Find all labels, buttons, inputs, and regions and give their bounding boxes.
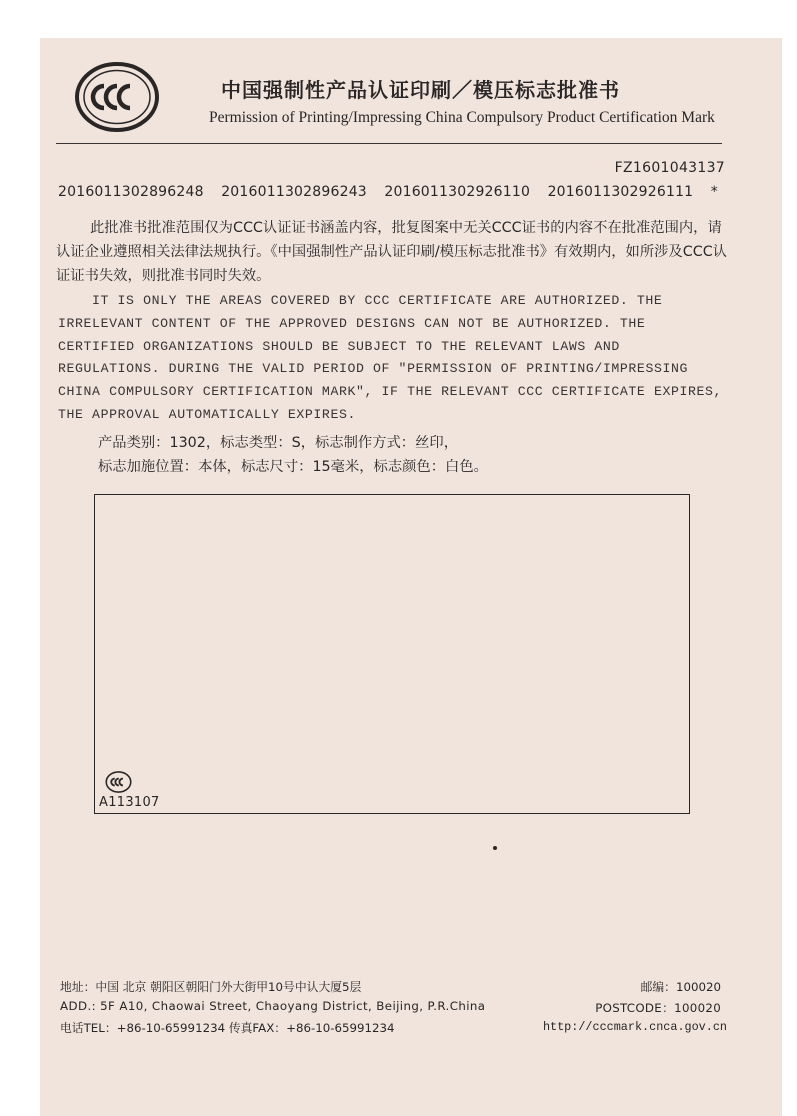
title-english: Permission of Printing/Impressing China Compulsory Product Certification Mark [209, 109, 715, 126]
approved-design-box [94, 494, 690, 814]
certificate-number: 2016011302926110 [384, 184, 531, 200]
mark-code: A113107 [99, 795, 160, 810]
ccc-logo [75, 62, 159, 132]
footer-website: http://cccmark.cnca.gov.cn [542, 1020, 727, 1034]
scope-paragraph-chinese: 此批准书批准范围仅为CCC认证证书涵盖内容，批复图案中无关CCC证书的内容不在批准范围内，请认证企业遵照相关法律法规执行。《中国强制性产品认证印刷/模压标志批准书》有效期内，如所涉及CCC认证证书失效，则批准书同时失效。 [56, 220, 727, 284]
certificate-number: 2016011302926111 [547, 184, 694, 200]
certificate-number: 2016011302896243 [221, 184, 367, 200]
product-spec-line-1: 产品类别：1302，标志类型：S，标志制作方式：丝印， [98, 435, 458, 451]
ccc-small-logo [105, 771, 132, 793]
footer-address-english: ADD.: 5F A10, Chaowai Street, Chaoyang District, Beijing, P.R.China [60, 999, 486, 1013]
footer-phone-fax: 电话TEL：+86-10-65991234 传真FAX：+86-10-65991234 [60, 1021, 395, 1035]
product-spec-line-2: 标志加施位置：本体，标志尺寸：15毫米，标志颜色：白色。 [98, 459, 488, 475]
footer-address-chinese: 地址：中国 北京 朝阳区朝阳门外大街甲10号中认大厦5层 [60, 980, 362, 994]
certificate-number-marker: * [710, 184, 718, 200]
certificate-number-list [58, 184, 718, 200]
header-divider [56, 143, 722, 144]
certificate-number: 2016011302896248 [58, 184, 204, 200]
scope-paragraph-english: IT IS ONLY THE AREAS COVERED BY CCC CERTIFICATE ARE AUTHORIZED. THE IRRELEVANT CONTENT OF THE APPROVED DESIGNS CAN NOT BE AUTHORIZED. THE CERTIFIED ORGANIZATIONS SHOULD BE SUBJECT TO THE RELEVANT LAWS AND REGULATIONS. DURING THE VALID PERIOD OF "PERMISSION OF PRINTING/IMPRESSING CHINA COMPULSORY CERTIFICATION MARK", IF THE RELEVANT CCC CERTIFICATE EXPIRES, THE APPROVAL AUTOMATICALLY EXPIRES. [58, 293, 723, 422]
footer-postcode-chinese: 邮编：100020 [640, 980, 721, 994]
reference-number: FZ1601043137 [614, 160, 725, 176]
title-chinese: 中国强制性产品认证印刷／模压标志批准书 [221, 78, 620, 102]
ink-speck [493, 846, 497, 850]
footer-postcode-english: POSTCODE：100020 [595, 1001, 721, 1015]
